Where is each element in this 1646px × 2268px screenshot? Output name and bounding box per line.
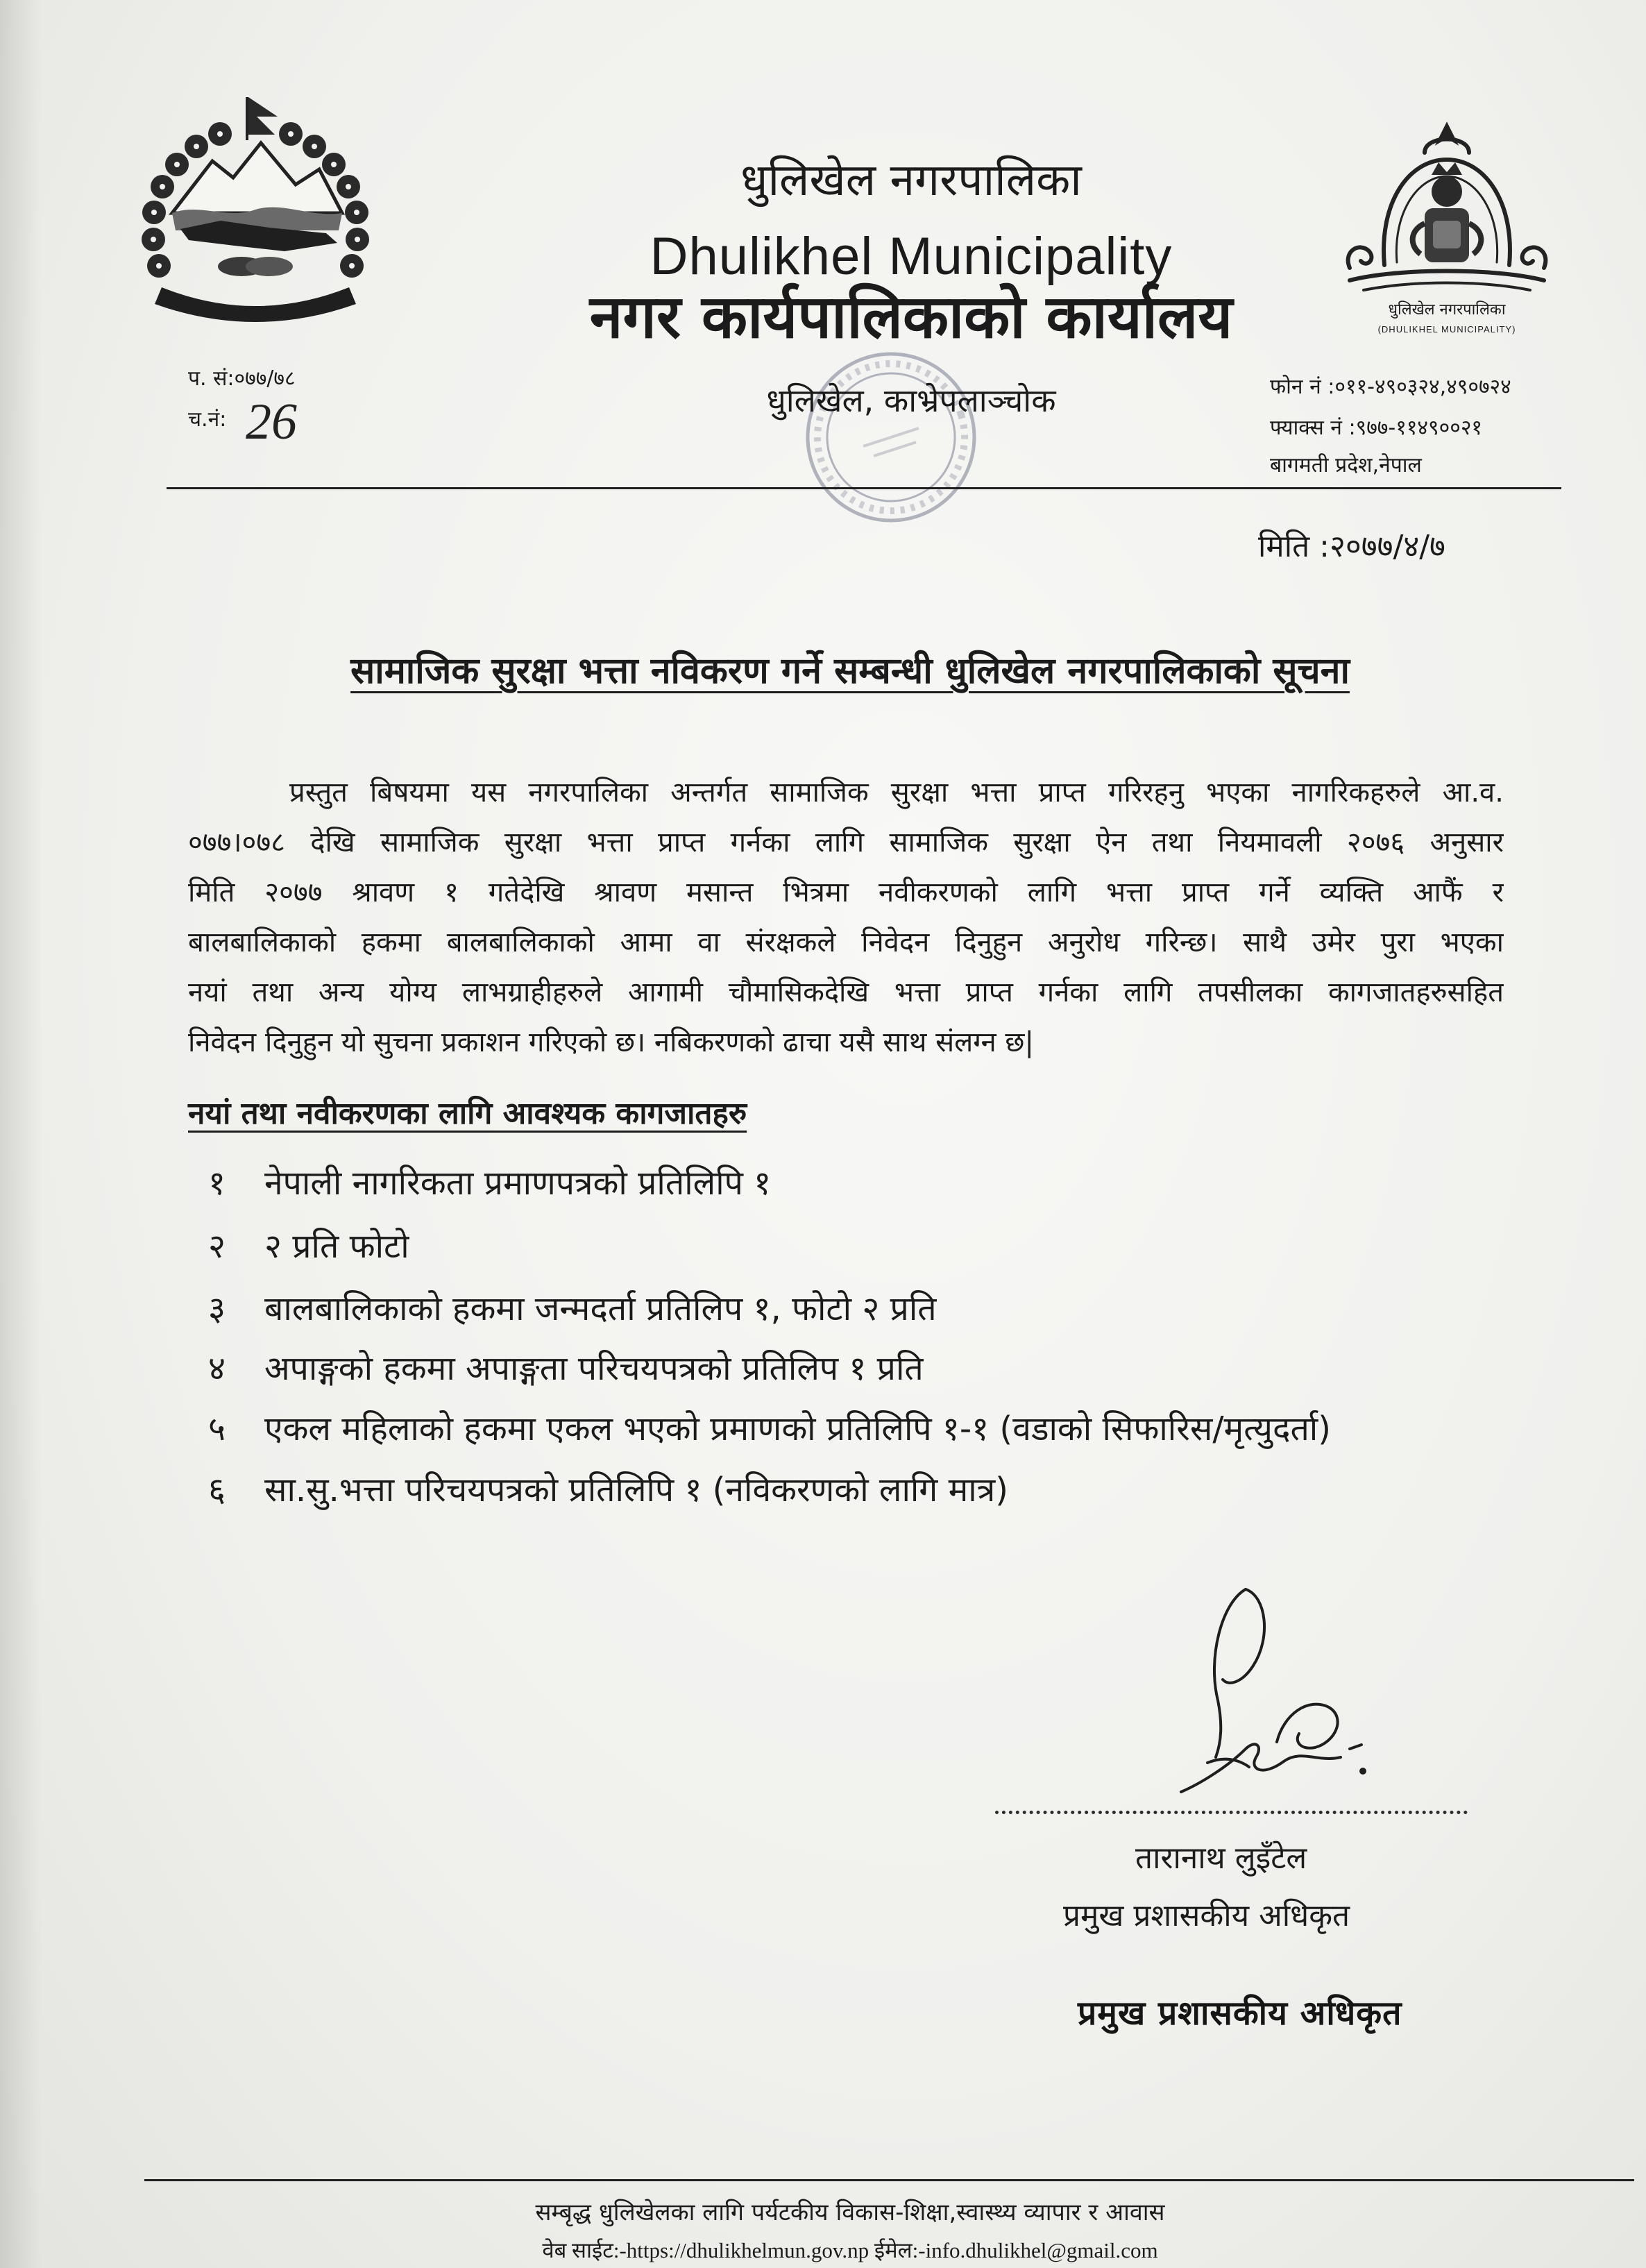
reference-number: प. सं:०७७/७८ [188,366,296,391]
dhulikhel-municipality-logo-icon [1343,119,1551,298]
org-name-np: धुलिखेल नगरपालिका [740,155,1082,206]
list-item: सा.सु.भत्ता परिचयपत्रको प्रतिलिपि १ (नविकरणको लागि मात्र) [264,1471,1008,1509]
list-item-number: २ [208,1227,226,1266]
body-line: नयां तथा अन्य योग्य लाभग्राहीहरुले आगामी चौमासिकदेखि भत्ता प्राप्त गर्नका लागि तपसीलका कागजातहरुसहित [188,976,1504,1008]
notice-date: मिति :२०७७/४/७ [1258,529,1445,564]
handwritten-signature-icon [1180,1575,1388,1811]
body-line: मिति २०७७ श्रावण १ गतेदेखि श्रावण मसान्त भित्रमा नवीकरणको लागि भत्ता प्राप्त गर्ने व्यक्ति आफैं र [188,877,1504,908]
signatory-designation: प्रमुख प्रशासकीय अधिकृत [1063,1898,1350,1933]
body-line: प्रस्तुत बिषयमा यस नगरपालिका अन्तर्गत सामाजिक सुरक्षा भत्ता प्राप्त गरिरहनु भएका नागरिकहरुले आ.व. [289,777,1504,809]
header-divider [167,487,1561,489]
nepal-coat-of-arms-icon [130,92,380,341]
list-item-number: ५ [208,1410,226,1448]
list-item-number: ३ [208,1289,226,1328]
body-line: बालबालिकाको हकमा बालबालिकाको आमा वा संरक्षकले निवेदन दिनुहुन अनुरोध गरिन्छ। साथै उमेर पुरा भएका [188,926,1504,958]
notice-title: सामाजिक सुरक्षा भत्ता नविकरण गर्ने सम्बन्धी धुलिखेल नगरपालिकाको सूचना [350,650,1350,692]
list-item: २ प्रति फोटो [264,1227,409,1266]
signature-line [995,1811,1468,1814]
footer-divider [144,2179,1634,2181]
footer-contact: वेब साईट:-https://dhulikhelmun.gov.np ईमेल:-info.dhulikhel@gmail.com [542,2238,1158,2262]
phone-number: फोन नं :०११-४९०३२४,४९०७२४ [1270,375,1511,399]
list-item-number: ४ [208,1349,226,1388]
dispatch-label: च.नं: [188,407,227,432]
fax-number: फ्याक्स नं :९७७-११४९००२१ [1270,416,1483,440]
signatory-name: तारानाथ लुइँटेल [1135,1840,1307,1876]
body-line: ०७७।०७८ देखि सामाजिक सुरक्षा भत्ता प्राप्त गर्नका लागि सामाजिक सुरक्षा ऐन तथा नियमावली २०७६ अनुसार [188,827,1504,858]
org-name-en: Dhulikhel Municipality [650,227,1173,286]
list-item: एकल महिलाको हकमा एकल भएको प्रमाणको प्रतिलिपि १-१ (वडाको सिफारिस/मृत्युदर्ता) [264,1410,1331,1448]
office-seal-icon [799,346,983,529]
body-line: निवेदन दिनुहुन यो सुचना प्रकाशन गरिएको छ। नबिकरणको ढाचा यसै साथ संलग्न छ| [188,1026,1034,1058]
designation-stamp: प्रमुख प्रशासकीय अधिकृत [1078,1994,1402,2033]
logo-caption-en: (DHULIKHEL MUNICIPALITY) [1377,324,1516,335]
list-item: अपाङ्गको हकमा अपाङ्गता परिचयपत्रको प्रतिलिप १ प्रति [264,1349,924,1388]
documents-heading: नयां तथा नवीकरणका लागि आवश्यक कागजातहरु [188,1096,747,1131]
office-address: धुलिखेल, काभ्रेपलाञ्चोक [766,382,1056,419]
logo-caption-np: धुलिखेल नगरपालिका [1388,301,1506,319]
list-item-number: १ [208,1164,226,1203]
footer-slogan: सम्बृद्ध धुलिखेलका लागि पर्यटकीय विकास-शिक्षा,स्वास्थ्य व्यापार र आवास [535,2199,1165,2226]
list-item: नेपाली नागरिकता प्रमाणपत्रको प्रतिलिपि १ [264,1164,772,1203]
dispatch-number: 26 [246,393,297,450]
list-item: बालबालिकाको हकमा जन्मदर्ता प्रतिलिप १, फोटो २ प्रति [264,1289,937,1328]
province-address: बागमती प्रदेश,नेपाल [1270,453,1422,477]
office-name: नगर कार्यपालिकाको कार्यालय [589,282,1233,352]
list-item-number: ६ [208,1471,226,1509]
